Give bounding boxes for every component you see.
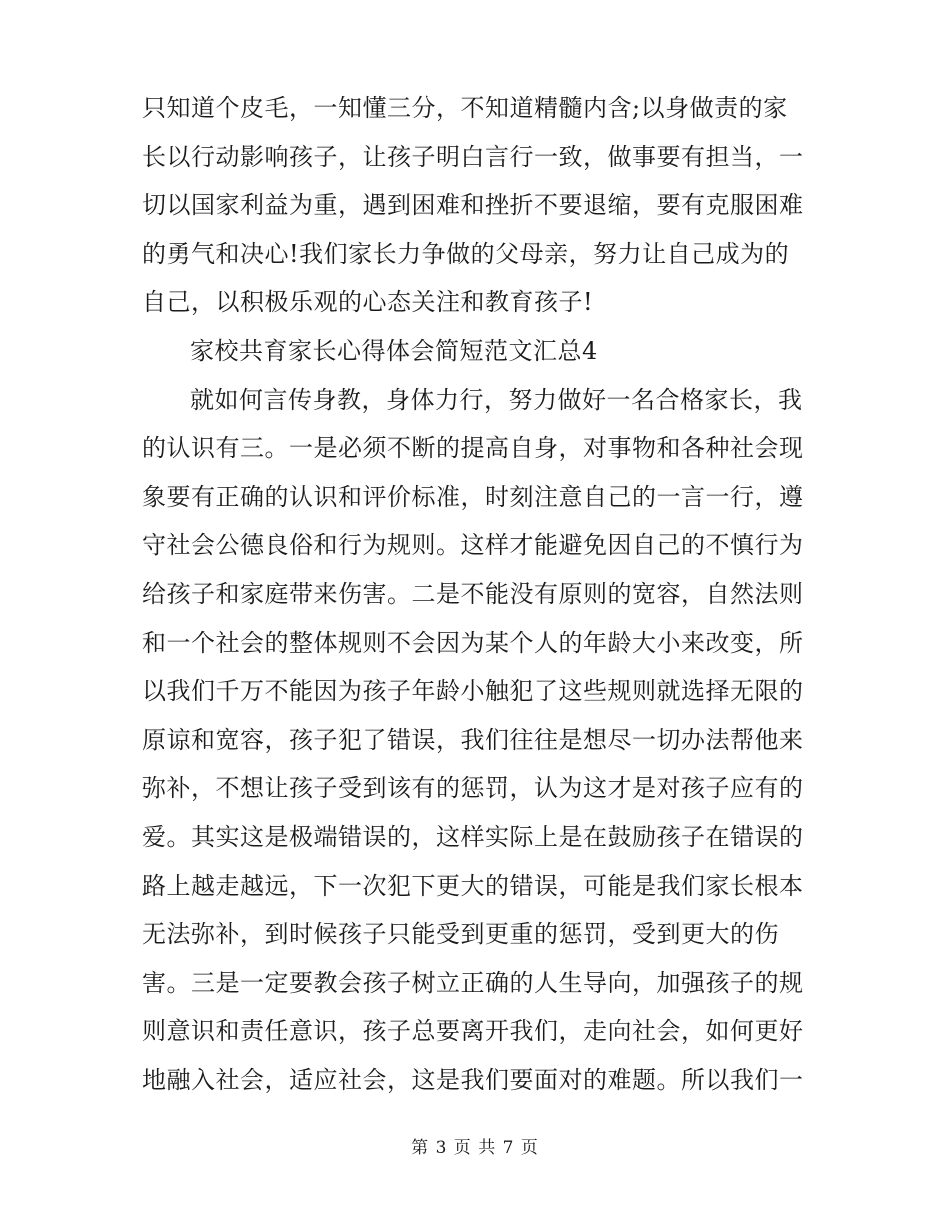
text-line: 路上越走越远，下一次犯下更大的错误，可能是我们家长根本 — [142, 871, 804, 900]
text-line: 守社会公德良俗和行为规则。这样才能避免因自己的不慎行为 — [142, 531, 804, 560]
text-line: 害。三是一定要教会孩子树立正确的人生导向，加强孩子的规 — [142, 968, 804, 997]
text-line: 自己，以积极乐观的心态关注和教育孩子! — [142, 288, 594, 317]
text-line: 原谅和宽容，孩子犯了错误，我们往往是想尽一切办法帮他来 — [142, 725, 804, 754]
text-line: 就如何言传身教，身体力行，努力做好一名合格家长，我 — [190, 385, 803, 414]
text-line: 的认识有三。一是必须不断的提高自身，对事物和各种社会现 — [142, 434, 804, 463]
text-line: 和一个社会的整体规则不会因为某个人的年龄大小来改变，所 — [142, 628, 804, 657]
text-line: 只知道个皮毛，一知懂三分，不知道精髓内含;以身做责的家 — [142, 94, 788, 122]
text-line: 家校共育家长心得体会简短范文汇总4 — [190, 336, 598, 365]
text-line: 长以行动影响孩子，让孩子明白言行一致，做事要有担当，一 — [142, 142, 804, 171]
text-line: 弥补，不想让孩子受到该有的惩罚，认为这才是对孩子应有的 — [142, 774, 804, 803]
text-line: 象要有正确的认识和评价标准，时刻注意自己的一言一行，遵 — [142, 482, 804, 511]
text-line: 爱。其实这是极端错误的，这样实际上是在鼓励孩子在错误的 — [142, 822, 804, 851]
text-line: 以我们千万不能因为孩子年龄小触犯了这些规则就选择无限的 — [142, 677, 804, 706]
text-line: 无法弥补，到时候孩子只能受到更重的惩罚，受到更大的伤 — [142, 920, 779, 949]
text-line: 给孩子和家庭带来伤害。二是不能没有原则的宽容，自然法则 — [142, 579, 804, 608]
text-line: 的勇气和决心!我们家长力争做的父母亲，努力让自己成为的 — [142, 239, 790, 268]
text-line: 地融入社会，适应社会，这是我们要面对的难题。所以我们一 — [142, 1065, 804, 1094]
page-footer: 第 3 页 共 7 页 — [411, 1138, 539, 1158]
text-line: 则意识和责任意识，孩子总要离开我们，走向社会，如何更好 — [142, 1017, 804, 1046]
text-line: 切以国家利益为重，遇到困难和挫折不要退缩，要有克服困难 — [142, 191, 804, 220]
body-text — [142, 84, 814, 1104]
